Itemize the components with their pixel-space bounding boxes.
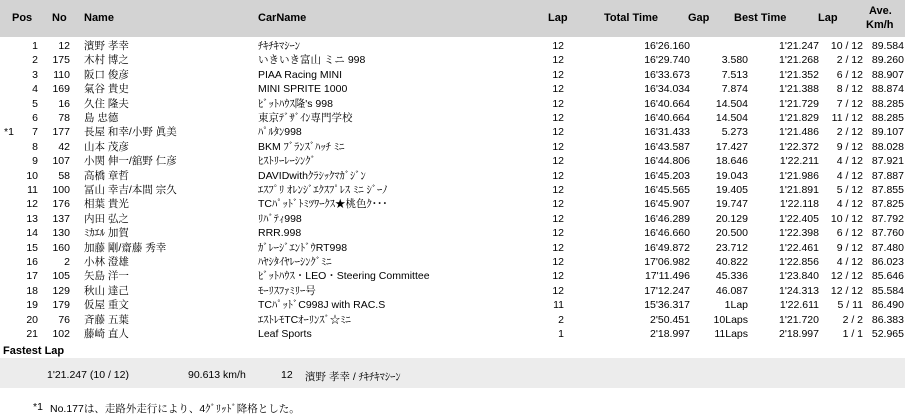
row-best-time: 1'22.611 bbox=[779, 299, 819, 312]
row-name: 阪口 俊彦 bbox=[84, 68, 129, 81]
row-best-time: 1'21.247 bbox=[779, 40, 819, 52]
row-car: ﾋﾞｯﾄﾊｳｽ隆's 998 bbox=[258, 97, 333, 110]
row-ave: 87.855 bbox=[871, 184, 904, 196]
row-ave: 87.792 bbox=[871, 212, 904, 225]
row-best-lap: 7 / 12 bbox=[836, 97, 863, 110]
row-total-time: 16'43.587 bbox=[644, 140, 690, 153]
row-pos: 9 bbox=[32, 155, 38, 168]
row-total-time: 2'18.997 bbox=[650, 328, 690, 340]
row-pos: 4 bbox=[32, 83, 38, 96]
row-lap: 12 bbox=[552, 68, 564, 81]
row-car: ﾘﾊﾞﾃｨ998 bbox=[258, 212, 302, 225]
row-gap: 14.504 bbox=[715, 97, 748, 110]
row-gap: 17.427 bbox=[715, 140, 748, 153]
row-lap: 12 bbox=[552, 169, 564, 182]
header-pos: Pos bbox=[12, 12, 33, 24]
row-name: 相葉 貴光 bbox=[84, 198, 129, 211]
row-gap: 7.513 bbox=[721, 68, 748, 81]
row-car: TCﾊﾟｯﾄﾞC998J with RAC.S bbox=[258, 299, 386, 312]
row-name: 長屋 和幸/小野 眞美 bbox=[84, 126, 177, 139]
row-best-lap: 11 / 12 bbox=[831, 112, 863, 124]
row-best-lap: 2 / 12 bbox=[836, 54, 863, 67]
row-total-time: 16'44.806 bbox=[644, 155, 690, 168]
row-best-time: 1'22.118 bbox=[779, 198, 819, 211]
row-lap: 12 bbox=[552, 198, 564, 211]
row-ave: 88.028 bbox=[871, 140, 904, 153]
row-pos: 17 bbox=[26, 270, 38, 283]
row-pos: 7 bbox=[32, 126, 38, 139]
footnote-mark: *1 bbox=[33, 401, 43, 413]
row-best-lap: 4 / 12 bbox=[836, 256, 863, 268]
row-best-time: 1'21.986 bbox=[779, 169, 819, 182]
row-car: ﾊﾟﾙﾀﾝ998 bbox=[258, 126, 302, 139]
row-best-time: 1'24.313 bbox=[779, 284, 819, 297]
row-total-time: 16'49.872 bbox=[644, 241, 690, 254]
row-ave: 87.825 bbox=[871, 198, 904, 211]
row-total-time: 17'12.247 bbox=[644, 284, 690, 297]
row-best-time: 1'21.352 bbox=[779, 68, 819, 81]
row-ave: 88.874 bbox=[871, 83, 904, 96]
row-lap: 12 bbox=[552, 140, 564, 153]
row-gap: 46.087 bbox=[715, 284, 748, 297]
row-total-time: 15'36.317 bbox=[644, 299, 690, 312]
row-best-time: 1'22.211 bbox=[779, 155, 819, 168]
row-pos: 15 bbox=[26, 241, 38, 254]
row-best-time: 1'21.388 bbox=[779, 83, 819, 96]
fastest-lap-speed: 90.613 km/h bbox=[188, 369, 246, 381]
row-ave: 85.584 bbox=[871, 284, 904, 297]
row-best-lap: 2 / 12 bbox=[836, 126, 863, 139]
row-no: 130 bbox=[52, 227, 70, 240]
row-pos: 5 bbox=[32, 97, 38, 110]
row-no: 12 bbox=[58, 40, 70, 52]
row-best-time: 1'22.398 bbox=[779, 227, 819, 240]
header-no: No bbox=[52, 12, 67, 24]
row-gap: 14.504 bbox=[715, 112, 748, 124]
row-ave: 88.285 bbox=[871, 97, 904, 110]
row-car: PIAA Racing MINI bbox=[258, 68, 343, 81]
row-total-time: 16'45.203 bbox=[644, 169, 690, 182]
header-best-time: Best Time bbox=[734, 12, 787, 24]
row-name: 加藤 剛/齋藤 秀幸 bbox=[84, 241, 167, 254]
row-pos: 21 bbox=[26, 328, 38, 340]
row-name: 斉藤 五葉 bbox=[84, 313, 129, 326]
fastest-lap-driver-car: 濱野 孝幸 / ﾁｷﾁｷﾏｼｰﾝ bbox=[305, 371, 401, 383]
row-lap: 12 bbox=[552, 40, 564, 52]
row-no: 42 bbox=[58, 140, 70, 153]
row-no: 160 bbox=[52, 241, 70, 254]
row-name: 内田 弘之 bbox=[84, 212, 129, 225]
row-gap: 45.336 bbox=[715, 270, 748, 283]
row-best-lap: 8 / 12 bbox=[836, 83, 863, 96]
row-pos: 19 bbox=[26, 299, 38, 312]
row-best-time: 1'21.486 bbox=[779, 126, 819, 139]
row-car: BKM ﾌﾞﾗﾝｽﾞﾊｯﾁ ﾐﾆ bbox=[258, 140, 345, 153]
row-lap: 12 bbox=[552, 227, 564, 240]
fastest-lap-time: 1'21.247 (10 / 12) bbox=[47, 369, 129, 381]
row-pos: 11 bbox=[27, 184, 38, 196]
row-ave: 89.260 bbox=[871, 54, 904, 67]
row-best-lap: 5 / 11 bbox=[837, 299, 863, 312]
row-total-time: 16'40.664 bbox=[644, 97, 690, 110]
row-car: Leaf Sports bbox=[258, 328, 312, 340]
header-ave-2: Km/h bbox=[866, 19, 894, 31]
row-name: 藤崎 直人 bbox=[84, 328, 129, 340]
row-name: 濱野 孝幸 bbox=[84, 40, 129, 52]
row-ave: 87.887 bbox=[871, 169, 904, 182]
row-ave: 86.383 bbox=[871, 313, 904, 326]
row-no: 175 bbox=[52, 54, 70, 67]
row-total-time: 16'46.660 bbox=[644, 227, 690, 240]
row-car: TCﾊﾟｯﾄﾞﾄﾐﾂﾜｰｸｽ★桃色ｸ･･･ bbox=[258, 198, 388, 211]
row-best-lap: 10 / 12 bbox=[830, 40, 863, 52]
row-best-lap: 4 / 12 bbox=[836, 198, 863, 211]
row-best-time: 1'22.856 bbox=[779, 256, 819, 268]
header-lap: Lap bbox=[548, 12, 568, 24]
row-name: 小関 伸一/舘野 仁彦 bbox=[84, 155, 177, 168]
row-best-time: 1'21.720 bbox=[779, 313, 819, 326]
row-best-lap: 9 / 12 bbox=[836, 241, 863, 254]
row-pos: 12 bbox=[26, 198, 38, 211]
header-name: Name bbox=[84, 12, 114, 24]
row-best-lap: 12 / 12 bbox=[830, 284, 863, 297]
row-gap: 19.043 bbox=[715, 169, 748, 182]
row-total-time: 16'45.907 bbox=[644, 198, 690, 211]
results-table-header bbox=[0, 0, 905, 37]
row-no: 2 bbox=[64, 256, 70, 268]
row-gap: 1Lap bbox=[724, 299, 748, 312]
row-car: いきいき富山 ミニ 998 bbox=[258, 54, 366, 67]
row-name: 島 忠德 bbox=[84, 112, 119, 124]
row-car: MINI SPRITE 1000 bbox=[258, 83, 348, 96]
fastest-lap-panel bbox=[0, 358, 905, 388]
row-no: 107 bbox=[52, 155, 70, 168]
row-pos: 13 bbox=[26, 212, 38, 225]
row-gap: 11Laps bbox=[714, 328, 748, 340]
row-gap: 23.712 bbox=[715, 241, 748, 254]
row-best-lap: 5 / 12 bbox=[836, 184, 863, 196]
row-car: ｴｽﾌﾟﾘ ｵﾚﾝｼﾞｴｸｽﾌﾟﾚｽ ﾐﾆ ｼﾞｰﾉ bbox=[258, 184, 388, 196]
row-car: ﾓｰﾘｽﾌｧﾐﾘｰ号 bbox=[258, 284, 316, 297]
row-lap: 12 bbox=[552, 256, 564, 268]
row-total-time: 16'26.160 bbox=[644, 40, 690, 52]
row-no: 179 bbox=[52, 299, 70, 312]
row-ave: 87.480 bbox=[871, 241, 904, 254]
header-gap: Gap bbox=[688, 12, 710, 24]
row-gap: 19.405 bbox=[715, 184, 748, 196]
row-car: ﾋｽﾄﾘｰﾚｰｼﾝｸﾞ bbox=[258, 155, 316, 168]
row-gap: 5.273 bbox=[721, 126, 748, 139]
row-lap: 12 bbox=[552, 126, 564, 139]
row-best-lap: 2 / 2 bbox=[842, 313, 863, 326]
row-best-time: 1'22.461 bbox=[779, 241, 819, 254]
row-pos: 14 bbox=[26, 227, 38, 240]
row-car: ｴｽﾄﾚﾓTCｵｰﾘﾝｽﾞ☆ﾐﾆ bbox=[258, 313, 351, 326]
row-total-time: 16'40.664 bbox=[644, 112, 690, 124]
row-no: 100 bbox=[52, 184, 70, 196]
row-no: 110 bbox=[53, 68, 70, 81]
row-pos: 3 bbox=[32, 68, 38, 81]
row-total-time: 2'50.451 bbox=[650, 313, 690, 326]
row-pos: 1 bbox=[32, 40, 38, 52]
row-gap: 3.580 bbox=[721, 54, 748, 67]
row-ave: 52.965 bbox=[871, 328, 904, 340]
row-lap: 12 bbox=[552, 97, 564, 110]
row-car: 東京ﾃﾞｻﾞｲﾝ専門学校 bbox=[258, 112, 353, 124]
row-no: 78 bbox=[58, 112, 70, 124]
row-best-lap: 6 / 12 bbox=[836, 227, 863, 240]
row-name: 氣谷 貴史 bbox=[84, 83, 129, 96]
row-best-lap: 6 / 12 bbox=[836, 68, 863, 81]
row-gap: 18.646 bbox=[715, 155, 748, 168]
row-car: RRR.998 bbox=[258, 227, 302, 240]
row-pos: 20 bbox=[26, 313, 38, 326]
row-gap: 40.822 bbox=[715, 256, 748, 268]
row-name: 矢島 洋一 bbox=[84, 270, 129, 283]
header-ave-1: Ave. bbox=[869, 5, 892, 17]
row-pos: 6 bbox=[32, 112, 38, 124]
row-no: 105 bbox=[52, 270, 70, 283]
header-total-time: Total Time bbox=[604, 12, 658, 24]
row-total-time: 16'31.433 bbox=[644, 126, 690, 139]
row-total-time: 16'34.034 bbox=[644, 83, 690, 96]
row-name: 秋山 達己 bbox=[84, 284, 129, 297]
row-gap: 19.747 bbox=[715, 198, 748, 211]
row-car: ﾁｷﾁｷﾏｼｰﾝ bbox=[258, 40, 300, 52]
row-lap: 12 bbox=[552, 284, 564, 297]
header-carname: CarName bbox=[258, 12, 307, 24]
row-lap: 12 bbox=[552, 155, 564, 168]
row-no: 102 bbox=[52, 328, 70, 340]
row-gap: 20.500 bbox=[715, 227, 748, 240]
row-pos: 18 bbox=[26, 284, 38, 297]
row-lap: 12 bbox=[552, 212, 564, 225]
row-mark: *1 bbox=[4, 126, 14, 139]
row-total-time: 17'06.982 bbox=[644, 256, 690, 268]
row-best-lap: 12 / 12 bbox=[830, 270, 863, 283]
row-lap: 1 bbox=[558, 328, 564, 340]
row-ave: 87.921 bbox=[871, 155, 904, 168]
row-best-time: 2'18.997 bbox=[779, 328, 819, 340]
row-no: 129 bbox=[52, 284, 70, 297]
row-total-time: 16'33.673 bbox=[644, 68, 690, 81]
row-pos: 16 bbox=[26, 256, 38, 268]
row-lap: 12 bbox=[552, 184, 564, 196]
row-name: 木村 博之 bbox=[84, 54, 129, 67]
row-gap: 20.129 bbox=[715, 212, 748, 225]
row-pos: 2 bbox=[32, 54, 38, 67]
row-name: 仮屋 重文 bbox=[84, 299, 129, 312]
row-car: ﾊﾔｼﾀｲﾔﾚｰｼﾝｸﾞﾐﾆ bbox=[258, 256, 332, 268]
row-name: ﾐｶｴﾙ 加賀 bbox=[84, 227, 129, 240]
row-best-lap: 1 / 1 bbox=[842, 328, 863, 340]
row-total-time: 16'46.289 bbox=[644, 212, 690, 225]
row-ave: 88.907 bbox=[871, 68, 904, 81]
row-best-time: 1'23.840 bbox=[779, 270, 819, 283]
row-best-lap: 4 / 12 bbox=[836, 169, 863, 182]
row-ave: 89.107 bbox=[871, 126, 904, 139]
row-car: ﾋﾞｯﾄﾊｳｽ・LEO・Steering Committee bbox=[258, 270, 430, 283]
row-name: 冨山 幸吉/本間 宗久 bbox=[84, 184, 177, 196]
row-best-time: 1'21.729 bbox=[779, 97, 819, 110]
row-name: 山本 茂彦 bbox=[84, 140, 129, 153]
row-best-time: 1'21.268 bbox=[779, 54, 819, 67]
header-best-lap: Lap bbox=[818, 12, 838, 24]
row-lap: 12 bbox=[552, 112, 564, 124]
row-ave: 86.490 bbox=[871, 299, 904, 312]
row-no: 137 bbox=[52, 212, 70, 225]
row-best-time: 1'21.829 bbox=[779, 112, 819, 124]
row-no: 177 bbox=[52, 126, 70, 139]
row-best-lap: 10 / 12 bbox=[830, 212, 863, 225]
row-ave: 87.760 bbox=[871, 227, 904, 240]
footnote-text: No.177は、走路外走行により、4ｸﾞﾘｯﾄﾞ降格とした。 bbox=[50, 403, 300, 415]
row-car: ｶﾞﾚｰｼﾞｴﾝﾄﾞｳRT998 bbox=[258, 241, 348, 254]
fastest-lap-title: Fastest Lap bbox=[3, 345, 65, 357]
row-no: 176 bbox=[52, 198, 70, 211]
row-pos: 8 bbox=[32, 140, 38, 153]
row-pos: 10 bbox=[26, 169, 38, 182]
row-no: 16 bbox=[58, 97, 70, 110]
fastest-lap-no: 12 bbox=[281, 369, 293, 381]
row-name: 高橋 章哲 bbox=[84, 169, 129, 182]
row-no: 169 bbox=[52, 83, 70, 96]
row-lap: 11 bbox=[553, 299, 564, 312]
row-total-time: 17'11.496 bbox=[644, 270, 690, 283]
row-lap: 12 bbox=[552, 241, 564, 254]
row-total-time: 16'29.740 bbox=[644, 54, 690, 67]
row-lap: 12 bbox=[552, 54, 564, 67]
row-no: 76 bbox=[58, 313, 70, 326]
row-ave: 89.584 bbox=[871, 40, 904, 52]
row-gap: 10Laps bbox=[713, 313, 748, 326]
row-car: DAVIDwithｸﾗｼｯｸﾏｶﾞｼﾞﾝ bbox=[258, 169, 366, 182]
row-best-lap: 9 / 12 bbox=[836, 140, 863, 153]
row-lap: 12 bbox=[552, 270, 564, 283]
row-lap: 12 bbox=[552, 83, 564, 96]
row-total-time: 16'45.565 bbox=[644, 184, 690, 196]
row-best-time: 1'21.891 bbox=[779, 184, 819, 196]
row-ave: 86.023 bbox=[871, 256, 904, 268]
row-best-time: 1'22.405 bbox=[779, 212, 819, 225]
row-best-time: 1'22.372 bbox=[779, 140, 819, 153]
row-lap: 2 bbox=[558, 313, 564, 326]
row-name: 小林 澄雄 bbox=[84, 256, 129, 268]
row-no: 58 bbox=[58, 169, 70, 182]
row-ave: 88.285 bbox=[871, 112, 904, 124]
row-best-lap: 4 / 12 bbox=[836, 155, 863, 168]
row-name: 久住 隆夫 bbox=[84, 97, 129, 110]
row-ave: 85.646 bbox=[871, 270, 904, 283]
row-gap: 7.874 bbox=[721, 83, 748, 96]
